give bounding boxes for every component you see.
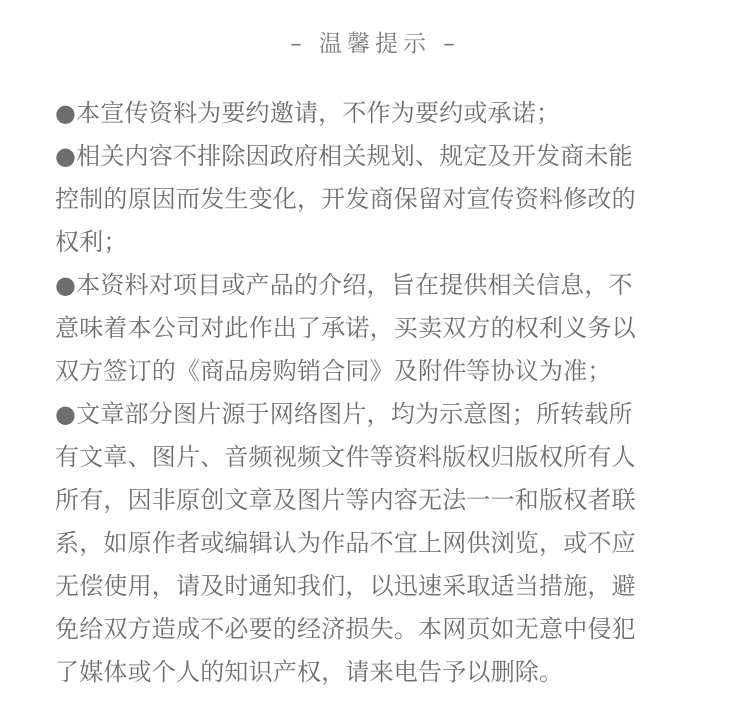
notice-line: 双方签订的《商品房购销合同》及附件等协议为准； (55, 357, 612, 385)
notice-body (55, 92, 695, 694)
notice-line: 意味着本公司对此作出了承诺，买卖双方的权利义务以 (55, 314, 636, 342)
notice-line: 控制的原因而发生变化，开发商保留对宣传资料修改的 (55, 185, 636, 213)
notice-line: 系，如原作者或编辑认为作品不宜上网供浏览，或不应 (55, 529, 636, 557)
notice-line: 了媒体或个人的知识产权，请来电告予以删除。 (55, 658, 564, 686)
notice-title: – 温馨提示 – (290, 31, 460, 57)
notice-line: 无偿使用，请及时通知我们，以迅速采取适当措施，避 (55, 572, 636, 600)
notice-line: ●文章部分图片源于网络图片，均为示意图；所转载所 (55, 400, 633, 428)
notice-line: ●本宣传资料为要约邀请，不作为要约或承诺； (55, 99, 561, 127)
notice-line: 所有，因非原创文章及图片等内容无法一一和版权者联 (55, 486, 636, 514)
notice-line: ●相关内容不排除因政府相关规划、规定及开发商未能 (55, 142, 633, 170)
notice-line: 免给双方造成不必要的经济损失。本网页如无意中侵犯 (55, 615, 636, 643)
notice-line: ●本资料对项目或产品的介绍，旨在提供相关信息，不 (55, 271, 633, 299)
notice-line: 有文章、图片、音频视频文件等资料版权归版权所有人 (55, 443, 636, 471)
notice-line: 权利； (55, 228, 128, 256)
